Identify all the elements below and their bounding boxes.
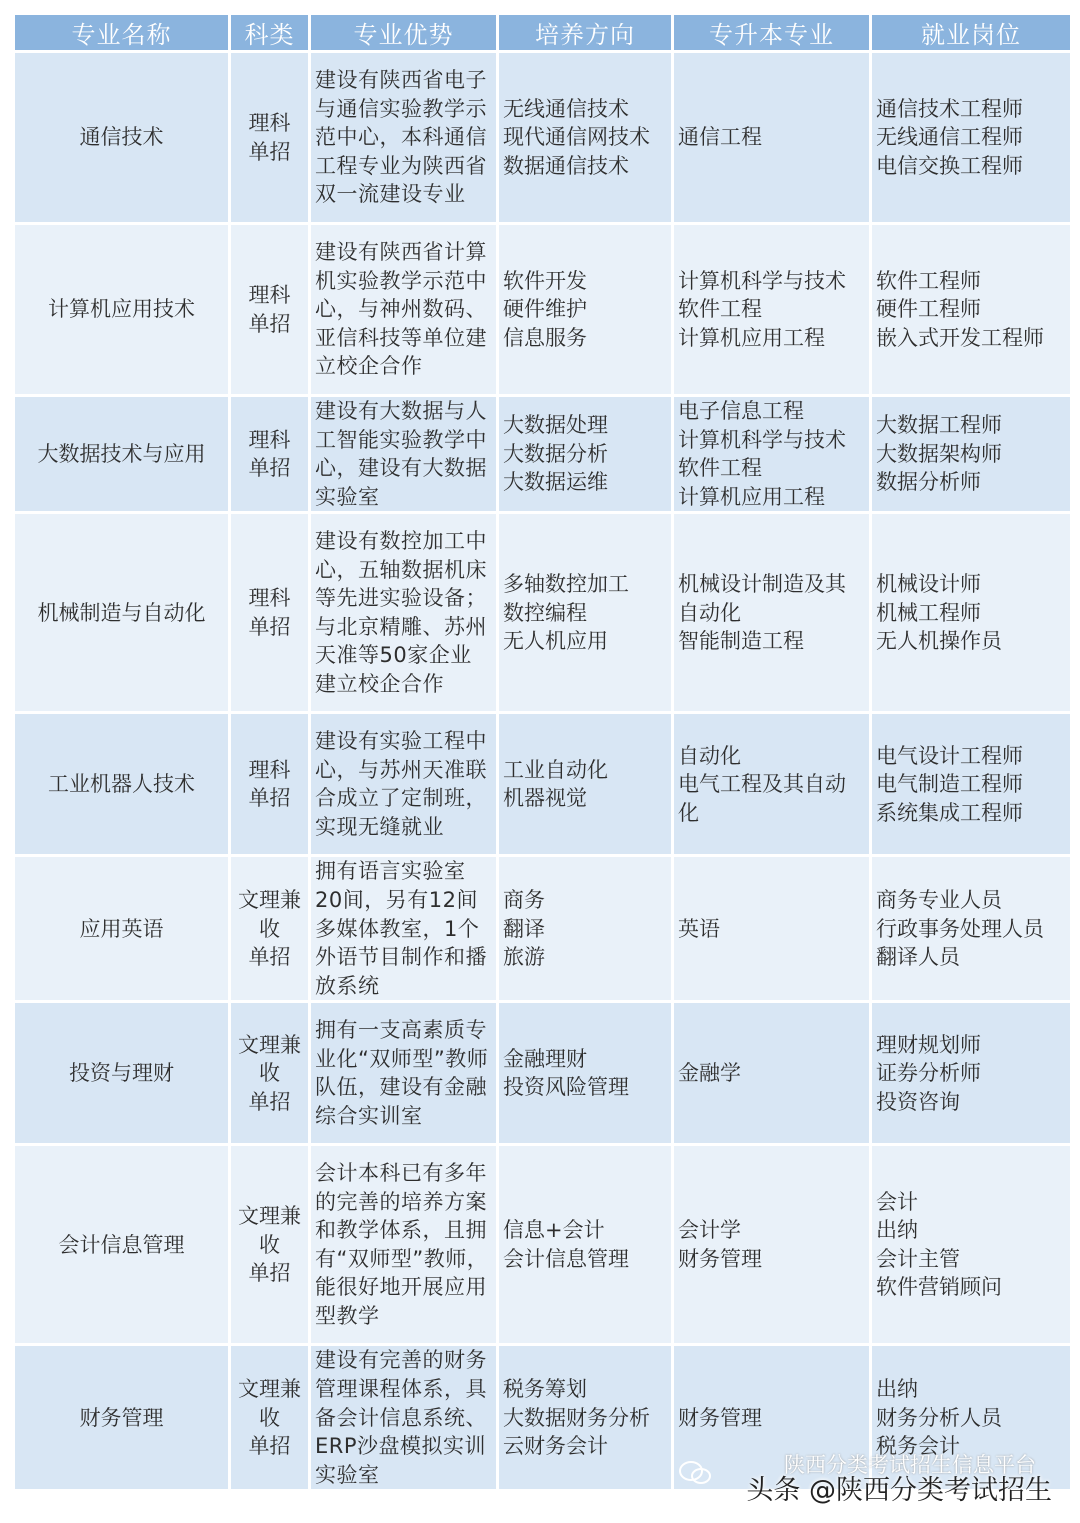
- cell-upgrade: 会计学 财务管理: [673, 1145, 871, 1345]
- watermark-toutiao: 头条 @陕西分类考试招生: [746, 1475, 1052, 1506]
- cell-direction: 无线通信技术 现代通信网技术 数据通信技术: [498, 52, 673, 224]
- cell-category: 理科 单招: [230, 224, 310, 396]
- cell-advantage: 拥有语言实验室20间，另有12间多媒体教室，1个外语节目制作和播放系统: [310, 856, 498, 1002]
- cell-jobs: 理财规划师 证券分析师 投资咨询: [871, 1002, 1072, 1145]
- cell-direction: 商务 翻译 旅游: [498, 856, 673, 1002]
- cell-direction: 软件开发 硬件维护 信息服务: [498, 224, 673, 396]
- cell-jobs: 通信技术工程师 无线通信工程师 电信交换工程师: [871, 52, 1072, 224]
- header-advantage: 专业优势: [310, 14, 498, 52]
- table-row: [14, 713, 1072, 856]
- cell-advantage: 建设有完善的财务管理课程体系，具备会计信息系统、ERP沙盘模拟实训实验室: [310, 1345, 498, 1491]
- table-row: [14, 856, 1072, 1002]
- cell-advantage: 建设有陕西省计算机实验教学示范中心，与神州数码、亚信科技等单位建立校企合作: [310, 224, 498, 396]
- cell-advantage: 建设有实验工程中心，与苏州天准联合成立了定制班，实现无缝就业: [310, 713, 498, 856]
- cell-upgrade: 电子信息工程 计算机科学与技术 软件工程 计算机应用工程: [673, 396, 871, 513]
- header-direction: 培养方向: [498, 14, 673, 52]
- cell-major: 会计信息管理: [14, 1145, 230, 1345]
- cell-jobs: 商务专业人员 行政事务处理人员 翻译人员: [871, 856, 1072, 1002]
- cell-category: 理科 单招: [230, 52, 310, 224]
- header-upgrade: 专升本专业: [673, 14, 871, 52]
- majors-table-container: [12, 12, 1070, 1492]
- cell-major: 应用英语: [14, 856, 230, 1002]
- cell-major: 工业机器人技术: [14, 713, 230, 856]
- cell-jobs: 出纳 财务分析人员 税务会计: [871, 1345, 1072, 1491]
- cell-major: 大数据技术与应用: [14, 396, 230, 513]
- cell-jobs: 软件工程师 硬件工程师 嵌入式开发工程师: [871, 224, 1072, 396]
- cell-advantage: 建设有陕西省电子与通信实验教学示范中心，本科通信工程专业为陕西省双一流建设专业: [310, 52, 498, 224]
- cell-major: 通信技术: [14, 52, 230, 224]
- cell-direction: 工业自动化 机器视觉: [498, 713, 673, 856]
- table-row: [14, 1002, 1072, 1145]
- cell-direction: 税务筹划 大数据财务分析 云财务会计: [498, 1345, 673, 1491]
- cell-major: 投资与理财: [14, 1002, 230, 1145]
- cell-advantage: 建设有数控加工中心，五轴数据机床等先进实验设备；与北京精雕、苏州天准等50家企业建立校企合作: [310, 513, 498, 713]
- cell-major: 机械制造与自动化: [14, 513, 230, 713]
- table-row: [14, 52, 1072, 224]
- table-row: [14, 396, 1072, 513]
- majors-table: [12, 12, 1073, 1492]
- cell-upgrade: 通信工程: [673, 52, 871, 224]
- header-major: 专业名称: [14, 14, 230, 52]
- cell-advantage: 建设有大数据与人工智能实验教学中心，建设有大数据实验室: [310, 396, 498, 513]
- cell-upgrade: 机械设计制造及其自动化 智能制造工程: [673, 513, 871, 713]
- watermark-platform: 陕西分类考试招生信息平台: [784, 1453, 1036, 1477]
- wechat-icon: [678, 1460, 712, 1486]
- cell-category: 文理兼收 单招: [230, 1145, 310, 1345]
- table-header-row: [14, 14, 1072, 52]
- cell-upgrade: 财务管理: [673, 1345, 871, 1491]
- cell-upgrade: 计算机科学与技术 软件工程 计算机应用工程: [673, 224, 871, 396]
- cell-category: 文理兼收 单招: [230, 1002, 310, 1145]
- cell-category: 文理兼收 单招: [230, 856, 310, 1002]
- cell-direction: 多轴数控加工 数控编程 无人机应用: [498, 513, 673, 713]
- cell-advantage: 会计本科已有多年的完善的培养方案和教学体系，且拥有“双师型”教师，能很好地开展应用型教学: [310, 1145, 498, 1345]
- cell-major: 财务管理: [14, 1345, 230, 1491]
- cell-jobs: 机械设计师 机械工程师 无人机操作员: [871, 513, 1072, 713]
- cell-category: 理科 单招: [230, 513, 310, 713]
- table-row: [14, 224, 1072, 396]
- header-category: 科类: [230, 14, 310, 52]
- cell-upgrade: 金融学: [673, 1002, 871, 1145]
- cell-category: 文理兼收 单招: [230, 1345, 310, 1491]
- cell-direction: 信息+会计 会计信息管理: [498, 1145, 673, 1345]
- cell-upgrade: 英语: [673, 856, 871, 1002]
- table-row: [14, 513, 1072, 713]
- cell-advantage: 拥有一支高素质专业化“双师型”教师队伍，建设有金融综合实训室: [310, 1002, 498, 1145]
- cell-jobs: 大数据工程师 大数据架构师 数据分析师: [871, 396, 1072, 513]
- cell-category: 理科 单招: [230, 713, 310, 856]
- cell-direction: 大数据处理 大数据分析 大数据运维: [498, 396, 673, 513]
- cell-category: 理科 单招: [230, 396, 310, 513]
- cell-jobs: 会计 出纳 会计主管 软件营销顾问: [871, 1145, 1072, 1345]
- cell-direction: 金融理财 投资风险管理: [498, 1002, 673, 1145]
- cell-upgrade: 自动化 电气工程及其自动化: [673, 713, 871, 856]
- cell-jobs: 电气设计工程师 电气制造工程师 系统集成工程师: [871, 713, 1072, 856]
- table-row: [14, 1145, 1072, 1345]
- cell-major: 计算机应用技术: [14, 224, 230, 396]
- header-jobs: 就业岗位: [871, 14, 1072, 52]
